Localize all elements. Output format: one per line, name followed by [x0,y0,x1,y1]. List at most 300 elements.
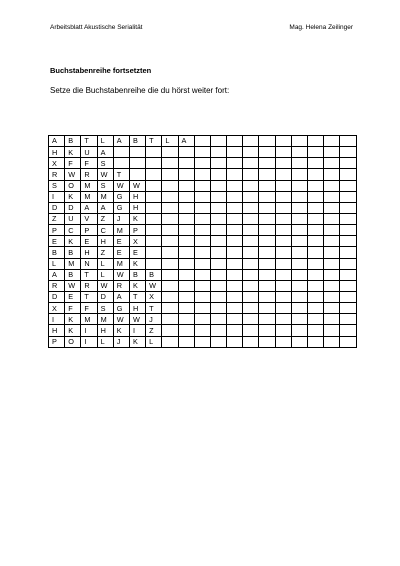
grid-cell[interactable]: W [113,180,129,191]
grid-cell[interactable]: R [81,169,97,180]
grid-cell[interactable]: F [65,303,81,314]
grid-cell[interactable] [275,336,291,347]
grid-cell[interactable] [194,147,210,158]
grid-cell[interactable] [178,158,194,169]
grid-cell[interactable] [210,280,226,291]
grid-cell[interactable] [194,169,210,180]
grid-cell[interactable] [291,213,307,224]
grid-cell[interactable]: H [49,147,65,158]
grid-cell[interactable] [324,236,340,247]
grid-cell[interactable]: J [146,314,162,325]
grid-cell[interactable] [162,303,178,314]
grid-cell[interactable]: I [129,325,145,336]
grid-cell[interactable] [259,213,275,224]
grid-cell[interactable] [291,236,307,247]
grid-cell[interactable]: B [65,269,81,280]
grid-cell[interactable] [243,225,259,236]
grid-cell[interactable]: M [97,314,113,325]
grid-cell[interactable] [162,247,178,258]
grid-cell[interactable]: F [65,158,81,169]
grid-cell[interactable]: G [113,303,129,314]
grid-cell[interactable] [340,291,356,302]
grid-cell[interactable]: M [113,225,129,236]
grid-cell[interactable] [324,225,340,236]
grid-cell[interactable] [227,314,243,325]
grid-cell[interactable] [340,191,356,202]
grid-cell[interactable] [210,303,226,314]
grid-cell[interactable]: W [129,314,145,325]
grid-cell[interactable] [146,180,162,191]
grid-cell[interactable] [275,269,291,280]
grid-cell[interactable] [243,236,259,247]
grid-cell[interactable] [243,158,259,169]
grid-cell[interactable] [162,180,178,191]
grid-cell[interactable] [291,291,307,302]
grid-cell[interactable]: T [129,291,145,302]
grid-cell[interactable] [291,314,307,325]
grid-cell[interactable] [227,202,243,213]
grid-cell[interactable]: E [65,291,81,302]
grid-cell[interactable]: H [129,202,145,213]
grid-cell[interactable] [324,247,340,258]
grid-cell[interactable]: L [97,336,113,347]
grid-cell[interactable] [275,169,291,180]
grid-cell[interactable]: X [129,236,145,247]
grid-cell[interactable] [275,236,291,247]
grid-cell[interactable] [194,213,210,224]
grid-cell[interactable] [291,180,307,191]
grid-cell[interactable]: E [81,236,97,247]
grid-cell[interactable]: M [113,258,129,269]
grid-cell[interactable] [308,213,324,224]
grid-cell[interactable] [194,202,210,213]
grid-cell[interactable]: Z [97,213,113,224]
grid-cell[interactable] [308,225,324,236]
grid-cell[interactable]: T [146,136,162,147]
grid-cell[interactable] [291,158,307,169]
grid-cell[interactable] [275,280,291,291]
grid-cell[interactable]: P [129,225,145,236]
grid-cell[interactable] [291,169,307,180]
grid-cell[interactable] [227,158,243,169]
grid-cell[interactable] [340,202,356,213]
grid-cell[interactable] [243,314,259,325]
grid-cell[interactable] [340,169,356,180]
grid-cell[interactable] [291,336,307,347]
grid-cell[interactable]: H [97,325,113,336]
grid-cell[interactable] [308,336,324,347]
grid-cell[interactable] [210,291,226,302]
grid-cell[interactable]: U [81,147,97,158]
grid-cell[interactable] [243,213,259,224]
grid-cell[interactable] [308,236,324,247]
grid-cell[interactable] [259,202,275,213]
grid-cell[interactable] [243,136,259,147]
grid-cell[interactable] [146,247,162,258]
grid-cell[interactable]: K [65,191,81,202]
grid-cell[interactable] [194,303,210,314]
grid-cell[interactable] [227,169,243,180]
grid-cell[interactable] [146,258,162,269]
grid-cell[interactable] [308,202,324,213]
grid-cell[interactable] [275,136,291,147]
grid-cell[interactable] [113,158,129,169]
grid-cell[interactable] [194,158,210,169]
grid-cell[interactable]: W [113,269,129,280]
grid-cell[interactable] [340,180,356,191]
grid-cell[interactable] [194,225,210,236]
grid-cell[interactable] [210,269,226,280]
grid-cell[interactable] [275,147,291,158]
grid-cell[interactable]: P [49,225,65,236]
grid-cell[interactable] [162,236,178,247]
grid-cell[interactable]: X [49,303,65,314]
grid-cell[interactable]: L [97,136,113,147]
grid-cell[interactable] [275,291,291,302]
grid-cell[interactable]: T [113,169,129,180]
grid-cell[interactable] [194,180,210,191]
grid-cell[interactable]: H [97,236,113,247]
grid-cell[interactable] [146,202,162,213]
grid-cell[interactable]: L [97,269,113,280]
grid-cell[interactable] [324,258,340,269]
grid-cell[interactable] [275,180,291,191]
grid-cell[interactable]: L [146,336,162,347]
grid-cell[interactable] [340,213,356,224]
grid-cell[interactable] [340,225,356,236]
grid-cell[interactable]: V [81,213,97,224]
grid-cell[interactable]: Z [97,247,113,258]
grid-cell[interactable] [259,325,275,336]
grid-cell[interactable]: A [49,136,65,147]
grid-cell[interactable]: I [81,325,97,336]
grid-cell[interactable] [162,280,178,291]
grid-cell[interactable] [324,191,340,202]
grid-cell[interactable]: C [65,225,81,236]
grid-cell[interactable] [162,225,178,236]
grid-cell[interactable] [210,247,226,258]
grid-cell[interactable] [178,225,194,236]
grid-cell[interactable]: D [49,291,65,302]
grid-cell[interactable]: M [81,314,97,325]
grid-cell[interactable] [308,169,324,180]
grid-cell[interactable] [340,325,356,336]
grid-cell[interactable]: W [97,169,113,180]
grid-cell[interactable]: E [49,236,65,247]
grid-cell[interactable] [308,136,324,147]
grid-cell[interactable] [178,180,194,191]
grid-cell[interactable]: W [129,180,145,191]
grid-cell[interactable] [146,147,162,158]
grid-cell[interactable]: K [65,325,81,336]
grid-cell[interactable] [194,336,210,347]
grid-cell[interactable]: X [49,158,65,169]
grid-cell[interactable]: R [49,169,65,180]
grid-cell[interactable] [259,314,275,325]
grid-cell[interactable] [194,191,210,202]
grid-cell[interactable]: K [65,147,81,158]
grid-cell[interactable]: A [113,136,129,147]
grid-cell[interactable] [210,236,226,247]
grid-cell[interactable]: S [49,180,65,191]
grid-cell[interactable] [210,258,226,269]
grid-cell[interactable]: R [49,280,65,291]
grid-cell[interactable]: W [65,280,81,291]
grid-cell[interactable] [259,158,275,169]
grid-cell[interactable] [194,291,210,302]
grid-cell[interactable]: W [113,314,129,325]
grid-cell[interactable]: K [65,236,81,247]
grid-cell[interactable] [178,303,194,314]
grid-cell[interactable]: I [49,314,65,325]
grid-cell[interactable] [227,225,243,236]
grid-cell[interactable] [275,213,291,224]
grid-cell[interactable]: L [97,258,113,269]
grid-cell[interactable]: S [97,180,113,191]
grid-cell[interactable] [243,147,259,158]
grid-cell[interactable]: M [97,191,113,202]
grid-cell[interactable]: A [49,269,65,280]
grid-cell[interactable] [178,280,194,291]
grid-cell[interactable] [291,147,307,158]
grid-cell[interactable] [275,247,291,258]
grid-cell[interactable] [146,225,162,236]
grid-cell[interactable] [324,269,340,280]
grid-cell[interactable] [259,191,275,202]
grid-cell[interactable]: A [97,202,113,213]
grid-cell[interactable] [227,325,243,336]
grid-cell[interactable] [275,202,291,213]
grid-cell[interactable] [259,269,275,280]
grid-cell[interactable] [340,147,356,158]
grid-cell[interactable] [113,147,129,158]
grid-cell[interactable] [194,314,210,325]
grid-cell[interactable] [227,258,243,269]
grid-cell[interactable] [194,325,210,336]
grid-cell[interactable] [227,236,243,247]
grid-cell[interactable]: L [162,136,178,147]
grid-cell[interactable]: D [65,202,81,213]
grid-cell[interactable] [324,136,340,147]
grid-cell[interactable] [308,269,324,280]
grid-cell[interactable] [162,325,178,336]
grid-cell[interactable] [291,269,307,280]
grid-cell[interactable] [178,325,194,336]
grid-cell[interactable] [275,314,291,325]
grid-cell[interactable]: F [81,303,97,314]
grid-cell[interactable]: M [81,180,97,191]
grid-cell[interactable] [291,225,307,236]
grid-cell[interactable]: P [81,225,97,236]
grid-cell[interactable] [178,314,194,325]
grid-cell[interactable] [275,258,291,269]
grid-cell[interactable] [227,180,243,191]
grid-cell[interactable]: L [49,258,65,269]
grid-cell[interactable] [259,247,275,258]
grid-cell[interactable] [178,247,194,258]
grid-cell[interactable] [308,147,324,158]
grid-cell[interactable] [227,136,243,147]
grid-cell[interactable] [129,158,145,169]
grid-cell[interactable] [259,336,275,347]
grid-cell[interactable] [178,258,194,269]
grid-cell[interactable] [243,202,259,213]
grid-cell[interactable] [243,291,259,302]
grid-cell[interactable] [308,303,324,314]
grid-cell[interactable] [275,158,291,169]
grid-cell[interactable]: K [113,325,129,336]
grid-cell[interactable] [162,213,178,224]
grid-cell[interactable] [210,213,226,224]
grid-cell[interactable]: H [81,247,97,258]
grid-cell[interactable] [308,258,324,269]
grid-cell[interactable] [275,303,291,314]
grid-cell[interactable] [308,247,324,258]
grid-cell[interactable]: O [65,180,81,191]
grid-cell[interactable] [210,180,226,191]
grid-cell[interactable] [259,236,275,247]
grid-cell[interactable] [291,280,307,291]
grid-cell[interactable] [162,336,178,347]
grid-cell[interactable] [194,236,210,247]
grid-cell[interactable] [275,325,291,336]
grid-cell[interactable] [243,247,259,258]
grid-cell[interactable] [210,147,226,158]
grid-cell[interactable]: Z [146,325,162,336]
grid-cell[interactable] [259,169,275,180]
grid-cell[interactable] [227,280,243,291]
grid-cell[interactable] [210,136,226,147]
grid-cell[interactable]: B [49,247,65,258]
grid-cell[interactable] [194,136,210,147]
grid-cell[interactable] [324,202,340,213]
grid-cell[interactable]: J [113,336,129,347]
grid-cell[interactable] [227,269,243,280]
grid-cell[interactable]: H [49,325,65,336]
grid-cell[interactable] [178,202,194,213]
grid-cell[interactable] [340,236,356,247]
grid-cell[interactable] [324,169,340,180]
grid-cell[interactable] [324,336,340,347]
grid-cell[interactable]: K [65,314,81,325]
grid-cell[interactable] [324,291,340,302]
grid-cell[interactable]: K [129,213,145,224]
grid-cell[interactable] [210,202,226,213]
grid-cell[interactable] [194,247,210,258]
grid-cell[interactable]: E [113,247,129,258]
grid-cell[interactable] [291,247,307,258]
grid-cell[interactable]: D [97,291,113,302]
grid-cell[interactable] [178,169,194,180]
grid-cell[interactable] [129,169,145,180]
grid-cell[interactable] [308,158,324,169]
grid-cell[interactable] [243,336,259,347]
grid-cell[interactable]: A [97,147,113,158]
grid-cell[interactable] [162,147,178,158]
grid-cell[interactable] [146,169,162,180]
grid-cell[interactable] [227,291,243,302]
grid-cell[interactable] [324,213,340,224]
grid-cell[interactable] [243,280,259,291]
grid-cell[interactable] [194,269,210,280]
grid-cell[interactable] [308,291,324,302]
grid-cell[interactable] [259,180,275,191]
grid-cell[interactable] [178,336,194,347]
grid-cell[interactable] [340,269,356,280]
grid-cell[interactable]: M [65,258,81,269]
grid-cell[interactable]: T [146,303,162,314]
grid-cell[interactable] [162,202,178,213]
grid-cell[interactable] [340,336,356,347]
grid-cell[interactable]: R [113,280,129,291]
grid-cell[interactable] [210,158,226,169]
grid-cell[interactable]: T [81,136,97,147]
grid-cell[interactable] [259,303,275,314]
grid-cell[interactable]: K [129,280,145,291]
grid-cell[interactable] [291,325,307,336]
grid-cell[interactable] [308,191,324,202]
grid-cell[interactable] [324,314,340,325]
grid-cell[interactable]: B [65,247,81,258]
grid-cell[interactable] [324,325,340,336]
grid-cell[interactable] [146,191,162,202]
grid-cell[interactable] [291,191,307,202]
grid-cell[interactable]: Z [49,213,65,224]
grid-cell[interactable] [275,225,291,236]
grid-cell[interactable] [243,269,259,280]
grid-cell[interactable] [162,191,178,202]
grid-cell[interactable] [227,213,243,224]
grid-cell[interactable] [129,147,145,158]
grid-cell[interactable] [243,325,259,336]
grid-cell[interactable] [259,147,275,158]
grid-cell[interactable]: S [97,158,113,169]
grid-cell[interactable] [291,136,307,147]
grid-cell[interactable] [227,336,243,347]
grid-cell[interactable]: B [146,269,162,280]
grid-cell[interactable] [243,258,259,269]
grid-cell[interactable]: I [49,191,65,202]
grid-cell[interactable] [210,336,226,347]
grid-cell[interactable]: S [97,303,113,314]
grid-cell[interactable]: T [81,291,97,302]
grid-cell[interactable] [340,280,356,291]
grid-cell[interactable]: B [65,136,81,147]
grid-cell[interactable]: O [65,336,81,347]
grid-cell[interactable] [194,280,210,291]
grid-cell[interactable] [308,325,324,336]
grid-cell[interactable] [243,303,259,314]
grid-cell[interactable] [227,191,243,202]
grid-cell[interactable] [162,291,178,302]
grid-cell[interactable]: H [129,191,145,202]
grid-cell[interactable]: F [81,158,97,169]
grid-cell[interactable]: U [65,213,81,224]
grid-cell[interactable] [146,213,162,224]
grid-cell[interactable]: W [65,169,81,180]
grid-cell[interactable]: N [81,258,97,269]
grid-cell[interactable] [178,236,194,247]
grid-cell[interactable] [178,147,194,158]
grid-cell[interactable] [291,303,307,314]
grid-cell[interactable] [259,280,275,291]
grid-cell[interactable] [291,258,307,269]
grid-cell[interactable]: A [113,291,129,302]
grid-cell[interactable] [227,303,243,314]
grid-cell[interactable] [324,158,340,169]
grid-cell[interactable] [340,136,356,147]
grid-cell[interactable] [340,303,356,314]
